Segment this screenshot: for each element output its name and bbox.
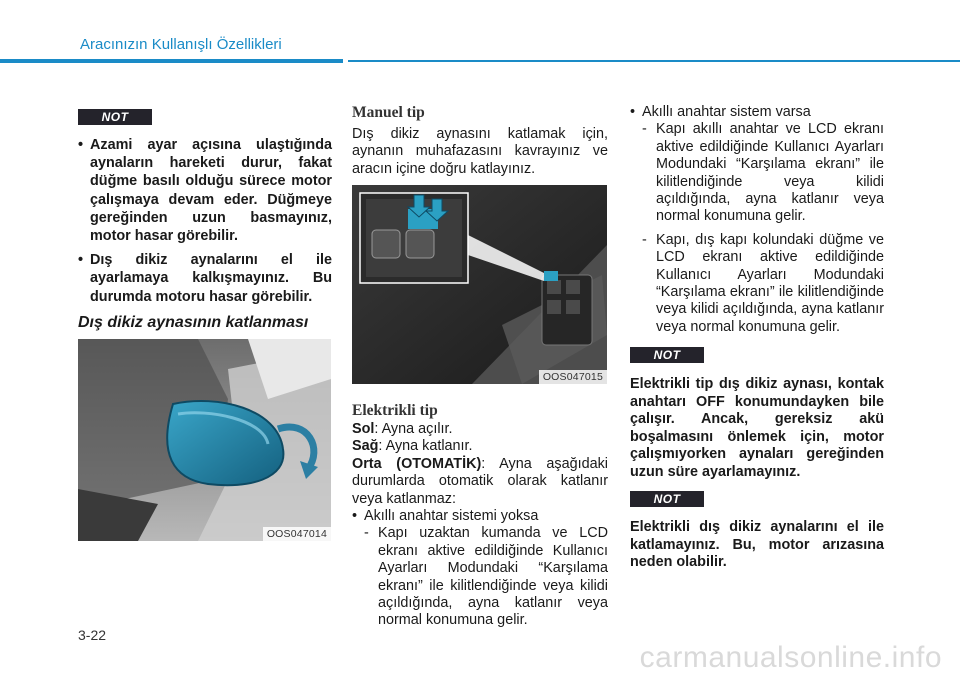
sub-dash: - xyxy=(642,121,647,138)
smart-key-bullet xyxy=(352,508,608,525)
watermark: carmanualsonline.info xyxy=(639,641,942,674)
sub-item-text: Kapı uzaktan kumanda ve LCD ekranı aktive edildiğinde Kullanıcı Ayarları Modundaki “Karşılama ekranı” ile kilitlendiğinde veya kilidi açıldığında, ayna katlanır veya normal konumuna gelir. xyxy=(378,525,608,629)
sag-label: Sağ xyxy=(352,438,379,455)
sub-item xyxy=(630,121,884,225)
page-header-title: Aracınızın Kullanışlı Özellikleri xyxy=(80,36,282,53)
note-text: Elektrikli tip dış dikiz aynası, kontak anahtarı OFF konumundayken bile çalışır. Ancak, gereksiz akü boşalmasını önlemek için, motor çalışmıyorken aynaları gereğinden uzun süre ayarlamayınız. xyxy=(630,376,884,480)
sub-item xyxy=(630,232,884,336)
manual-type-text: Dış dikiz aynasını katlamak için, aynanın muhafazasını kavrayınız ve aracın içine doğru katlayınız. xyxy=(352,126,608,177)
orta-label: Orta (OTOMATİK) xyxy=(352,455,482,472)
sub-dash: - xyxy=(642,231,647,248)
note-text: Elektrikli dış dikiz aynalarını el ile katlamayınız. Bu, motor arızasına neden olabilir. xyxy=(630,519,884,571)
bullet-text: Akıllı anahtar sistemi yoksa xyxy=(364,508,539,525)
bullet-dot: • xyxy=(630,104,636,120)
sub-item-text: Kapı akıllı anahtar ve LCD ekranı aktive edildiğinde Kullanıcı Ayarları Modundaki “Karşılama ekranı” ile kilitlendiğinde veya kilidi açıldığında, ayna katlanır veya normal konumuna gelir. xyxy=(656,121,884,225)
image-caption: OOS047014 xyxy=(263,527,331,541)
section-title: Dış dikiz aynasının katlanması xyxy=(78,314,309,331)
electric-type-heading: Elektrikli tip xyxy=(352,402,438,419)
bullet-dot: • xyxy=(78,252,84,269)
sub-item xyxy=(352,525,608,629)
sag-line xyxy=(352,438,608,455)
smart-key-bullet xyxy=(630,104,884,121)
bullet-text: Akıllı anahtar sistem varsa xyxy=(642,104,811,120)
orta-text: : Ayna aşağıdaki durumlarda otomatik olarak katlanır veya katlanmaz: xyxy=(352,455,608,507)
note-badge: NOT xyxy=(630,491,704,507)
header-rule-thin xyxy=(348,60,960,62)
door-switch-illustration xyxy=(352,185,607,384)
sol-line xyxy=(352,421,608,438)
electric-type-body xyxy=(352,421,608,630)
bullet-dot: • xyxy=(78,137,84,153)
mirror-illustration xyxy=(78,339,331,541)
header-rule-thick xyxy=(0,59,343,63)
image-caption: OOS047015 xyxy=(539,370,607,384)
note-bullet-item xyxy=(78,136,332,245)
sub-dash: - xyxy=(364,525,369,542)
sag-text: : Ayna katlanır. xyxy=(378,438,473,455)
note-bullet-item xyxy=(78,251,332,306)
sub-item-text: Kapı, dış kapı kolundaki düğme ve LCD ekranı aktive edildiğinde Kullanıcı Ayarları Modundaki “Karşılama ekranı” ile kilitlendiğinde veya kilidi açıldığında, ayna katlanır veya normal konumuna gelir. xyxy=(656,231,884,335)
note-bullet-text: Dış dikiz aynalarını el ile ayarlamaya kalkışmayınız. Bu durumda motoru hasar görebilir. xyxy=(90,252,332,305)
note-badge: NOT xyxy=(78,109,152,125)
bullet-dot: • xyxy=(352,508,358,525)
note-badge: NOT xyxy=(630,347,704,363)
orta-line xyxy=(352,456,608,508)
door-switch-image xyxy=(352,185,607,384)
page-number: 3-22 xyxy=(78,627,107,643)
manual-type-heading: Manuel tip xyxy=(352,104,425,121)
note-bullet-list xyxy=(78,136,332,312)
note-bullet-text: Azami ayar açısına ulaştığında aynaların hareketi durur, fakat düğme basılı olduğu sürece motor çalışmaya devam eder. Düğmeye gereğinden uzun basmayınız, motor hasar görebilir. xyxy=(90,137,332,245)
mirror-fold-image xyxy=(78,339,331,541)
smart-key-section xyxy=(630,104,884,336)
sol-text: : Ayna açılır. xyxy=(374,421,453,437)
sol-label: Sol xyxy=(352,421,375,437)
